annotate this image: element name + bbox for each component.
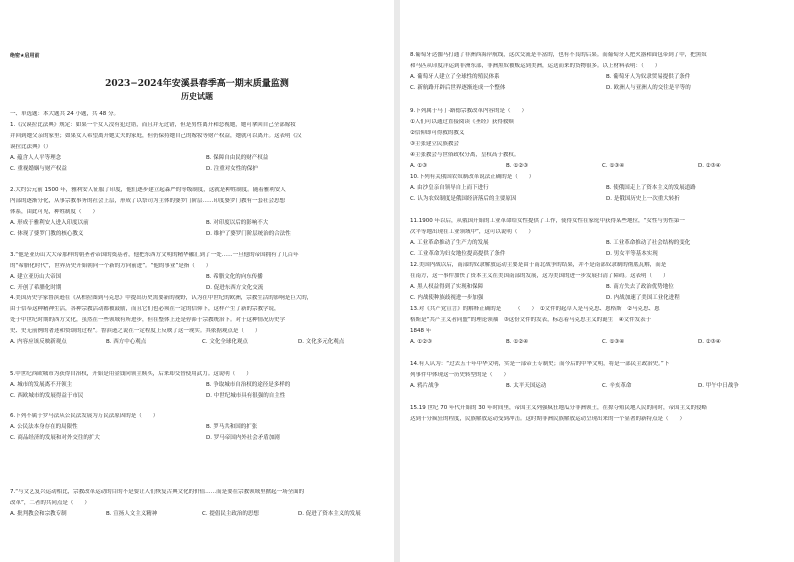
answer-option: A. 蕴含人人平等理念 [10, 155, 62, 161]
question-text-line: 12.美国内战以后，南部的奴隶解放运动主要是由于南北战争的结果，并不是南部奴隶制的彻底瓦解，而是 [410, 262, 667, 268]
answer-option: B. 葡萄牙人为奴隶贸易提供了条件 [606, 74, 691, 80]
answer-option: C. 开创了希腊化时期 [10, 285, 62, 291]
answer-option: D. 文化多元化观点 [298, 339, 345, 345]
question-text-line: 1.《汉谟拉比法典》规定：如果一个女人没有犯过错，而且并无过错，但是男性离开和恋视她，她可拿回自己全部嫁妆 [10, 122, 296, 128]
answer-option: A. ①③ [410, 163, 428, 169]
question-text-line: 15.19 世纪 70 年代开始的 30 年时间里，帝国主义列强疯狂地瓜分非洲领土，在掠夺殖民地人民的同时，帝国主义的侵略 [410, 405, 707, 411]
question-text-line: 的“希腊化时代”，世界历史开始朝向一个新的方向前进”。“他的事业”是指（ ） [10, 263, 212, 269]
answer-option: C. 体现了婆罗门教的核心教义 [10, 231, 84, 237]
answer-option: C. ①③④ [602, 339, 625, 345]
answer-option: A. 由沙皇亲自领导自上而下进行 [410, 185, 489, 191]
answer-option: C. ①③④ [602, 163, 625, 169]
answer-option: D. 欧洲人与亚洲人的交往是平等的 [606, 85, 691, 91]
answer-option: C. 认为农奴制度是俄国经济落后的主要原因 [410, 196, 517, 202]
question-text-line: 列事件中体现这一历史转型的是（ ） [410, 372, 510, 378]
answer-option: A. 鸦片战争 [410, 383, 440, 389]
question-text-line: 14.有人认为：“过去五千年中华文明，实是一部帝王专制史；而今后的中华文明，将是一部民主政治史。”下 [410, 361, 670, 367]
answer-option: D. 罗马帝国内外社会矛盾加剧 [206, 435, 280, 441]
answer-option: D. ②③④ [698, 163, 721, 169]
question-text-line: 体系，由此可见，种姓制度（ ） [10, 209, 99, 215]
question-text-line: 13.对《共产党宣言》的解释正确的是 （ ） ①文件的起草人是马克思、恩格斯 ②马克思、恩 [410, 306, 660, 312]
answer-option: A. 工业革命推动了生产力的发展 [410, 240, 489, 246]
exam-page-left [0, 0, 394, 562]
answer-option: B. 希腊文化的向东传播 [206, 274, 263, 280]
answer-option: B. 对印度以后的影响不大 [206, 220, 269, 226]
answer-option: C. 工业革命为妇女地位提高提供了条件 [410, 251, 506, 257]
answer-option: B. 南方失去了政治优势地位 [606, 284, 674, 290]
answer-option: D. 是俄国历史上一次重大转折 [606, 196, 680, 202]
question-text-line: 5.中世纪西欧城市为获得自治权，开始是用金钱向领主赎买，后来却交替使用武力。这说明（ ） [10, 371, 252, 377]
question-text-line: 9.下列属于马丁·路德宗教改革内容的是（ ） [410, 108, 527, 114]
answer-option: D. 维护了婆罗门阶层统治的合法性 [206, 231, 291, 237]
answer-option: B. 西方中心观点 [106, 339, 147, 345]
answer-option: A. ①②③ [410, 339, 432, 345]
question-text-line: 8.葡萄牙达伽马打通了非洲西海岸航线，这次交流是丰富的，也有不良的后果。而葡萄牙人把火器和面包带到了中，把黑奴 [410, 52, 707, 58]
answer-option: B. ①②④ [506, 339, 529, 345]
question-text-line: 2.大约公元前 1500 年，雅利安人征服了印度，他们逐步建立起森严的等级制度，这就是种姓制度。随着雅利安人 [10, 187, 286, 193]
question-text-line: ④主张教会与世俗政权分离，皇权高于教权。 [410, 152, 520, 158]
answer-option: C. 辛亥革命 [602, 383, 632, 389]
answer-option: D. 促进了资本主义的发展 [298, 511, 361, 517]
exam-page-right [400, 0, 794, 562]
question-text-line: 次平等地出现在工业领域中”，这可以说明（ ） [410, 229, 534, 235]
question-text-line: 10.下列有关俄国农奴制改革说法正确的是（ ） [410, 174, 535, 180]
confidential-label: 绝密★启用前 [10, 53, 40, 59]
question-text-line: 3.“他是亚历山大大帝那样的朝圣者帝国的奠基者，他把东西方文明的精华融汇到了一处……一旦他的帝国拥有了几百年 [10, 252, 299, 258]
answer-option: B. ①②③ [506, 163, 529, 169]
answer-option: C. 新航路开辟后世界逐渐连成一个整体 [410, 85, 506, 91]
question-text-line: 在南方，这一事件加快了资本主义在美国南部的发展，这为美国的进一步发展扫清了障碍。这表明（ ） [410, 273, 669, 279]
answer-option: A. 黑人权益得到了实现和保障 [410, 284, 484, 290]
answer-option: A. 形成于雅利安人进入印度以前 [10, 220, 89, 226]
question-text-line: 7.“与文艺复兴运动相比，宗教改革运动的目的不是要让人们恢复古典文化的价值……而是要在宗教领域里掀起一场全面的 [10, 489, 305, 495]
question-text-line: 改革”，二者的共同点是（ ） [10, 500, 90, 506]
answer-option: A. 内容应该反映新观点 [10, 339, 67, 345]
answer-option: B. 争取城市自治权的途径是多样的 [206, 382, 291, 388]
question-text-line: 并回到她父亲的家里；如果女人希望离开她丈夫的家庭，但仍保持她自己的嫁妆等财产权益，她就可以离开。这表明《汉 [10, 133, 302, 139]
answer-option: B. 罗马共和国的扩张 [206, 424, 258, 430]
question-text-line: 1848 年 [410, 328, 432, 334]
answer-option: A. 公民法本身存在的局限性 [10, 424, 78, 430]
answer-option: D. 内战加速了美国工业化进程 [606, 295, 680, 301]
question-text-line: 达到十分疯狂的程度，民族解放运动受到冲击。这时期非洲民族解放运动呈现出来的一个显著的新特点是（ ） [410, 416, 686, 422]
answer-option: B. 使俄国走上了资本主义的发展道路 [606, 185, 696, 191]
answer-option: B. 保障自由民的财产权益 [206, 155, 269, 161]
question-text-line: 处于中世纪时期的西方文化，虽然在一些领域有所进步，但在整体上还是停滞于宗教统治下。对于这种情况历史学 [10, 317, 286, 323]
answer-option: D. 注重对女性的保护 [206, 166, 258, 172]
answer-option: A. 建立亚历山大帝国 [10, 274, 62, 280]
answer-option: C. 西欧城市的发展得益于市民 [10, 393, 84, 399]
answer-option: B. 宣扬人文主义精神 [106, 511, 158, 517]
question-text-line: 史、史无前例的著述和赞颂的过程”。鲁滨逊之说在一定程度上反映了这一现实。其依据观点是（ ） [10, 328, 261, 334]
answer-option: D. 男女平等基本实现 [606, 251, 658, 257]
question-text-line: 谟拉比法典》（） [10, 144, 52, 150]
answer-option: A. 葡萄牙人建立了全球性的殖民体系 [410, 74, 500, 80]
answer-option: D. 中世纪城市具有很强的自主性 [206, 393, 286, 399]
answer-option: A. 城市的发展离不开领主 [10, 382, 73, 388]
question-text-line: ③主张建立民族教会 [410, 141, 459, 147]
answer-option: B. 工业革命推动了社会结构的变化 [606, 240, 691, 246]
answer-option: C. 重视婚姻与财产权益 [10, 166, 67, 172]
question-text-line: 4.美国历史学家鲁滨逊在《从柏拉图到马克思》中提出历史需要新的视野，认为在中世纪的欧洲，宗教生活的影响是巨大的， [10, 295, 313, 301]
answer-option: D. 甲午中日战争 [698, 383, 739, 389]
subject-title: 历史试题 [181, 91, 213, 101]
answer-option: C. 文化全球化观点 [202, 339, 248, 345]
answer-option: D. ②③④ [698, 339, 721, 345]
answer-option: C. 提倡民主政治的思想 [202, 511, 259, 517]
exam-title: 2023−2024年安溪县春季高一期末质量监测 [105, 79, 289, 89]
question-text-line: 内部的逐渐分化，从事宗教事务的社会上层，形成了以祭司为主体的婆罗门阶层……印度婆罗门教有一套社会思想 [10, 198, 286, 204]
answer-option: A. 批判教会和宗教专制 [10, 511, 67, 517]
question-text-line: 11.1900 年以后，从俄国开始的工业革命给女性提供了工作，使得女性在家庭中获得某些地位，“女性与男性第一 [410, 218, 685, 224]
answer-option: D. 促进东西方文化交流 [206, 285, 264, 291]
question-text-line: 和马匹从印度洋运到非洲东部，非洲黑奴被贩运到美洲，运送而来的货物很多。以上材料表明：（ ） [410, 63, 661, 69]
answer-option: C. 商品经济的发展和对外交往的扩大 [10, 435, 100, 441]
question-text-line: 格斯是“共产主义者同盟”的理论领袖 ③这份文件的发表，标志着马克思主义的诞生 ④文件发表于 [410, 317, 652, 323]
question-text-line: ②信仰即可得救的教义 [410, 130, 465, 136]
question-text-line: ①人们可以通过直接阅读《圣经》获得救赎 [410, 119, 514, 125]
question-text-line: 一、单选题：本大题共 24 小题，共 48 分。 [10, 111, 119, 117]
question-text-line: 由于信奉这种精神生活，各种宗教活动都被鼓励，而且它们也必须在一定的信仰下，这样产生了新的宗教学说， [10, 306, 280, 312]
question-text-line: 6.下列不属于罗马法从公民法发展为万民法原因的是（ ） [10, 413, 159, 419]
answer-option: C. 内战使种族歧视进一步加强 [410, 295, 484, 301]
answer-option: B. 太平天国运动 [506, 383, 547, 389]
